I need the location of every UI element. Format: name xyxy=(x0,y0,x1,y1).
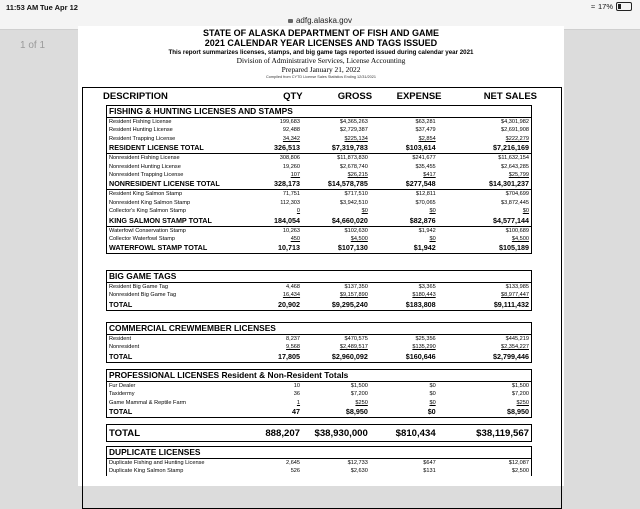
row-net-sales: $4,301,982 xyxy=(501,119,529,125)
clock: 11:53 AM xyxy=(6,3,39,12)
row-qty xyxy=(243,399,302,407)
row-description: Collector Waterfowl Stamp xyxy=(109,236,176,243)
table-row xyxy=(107,118,531,126)
underlined-value: $0 xyxy=(429,236,436,243)
section-crewmember xyxy=(106,322,532,363)
row-gross: $137,350 xyxy=(344,284,368,290)
row-qty xyxy=(243,171,302,179)
section-title: BIG GAME TAGS xyxy=(107,271,531,283)
row-net-sales: $9,111,432 xyxy=(493,299,529,309)
row-qty: 10 xyxy=(293,383,301,389)
row-qty xyxy=(243,343,302,351)
row-net-sales: $8,950 xyxy=(507,407,529,417)
row-qty: 4,468 xyxy=(286,284,301,290)
table-row xyxy=(107,190,531,199)
section-duplicate xyxy=(106,446,532,476)
row-gross xyxy=(302,399,370,407)
row-qty xyxy=(243,291,302,299)
row-gross: $2,678,740 xyxy=(339,163,368,170)
row-qty: 71,751 xyxy=(243,190,302,199)
report-header xyxy=(78,28,564,79)
row-gross xyxy=(302,171,370,179)
row-description: Resident xyxy=(109,336,132,342)
row-description: TOTAL xyxy=(109,407,133,417)
row-expense: $37,479 xyxy=(415,127,436,134)
grand-total-label: TOTAL xyxy=(109,427,141,439)
row-expense: $63,281 xyxy=(415,119,436,125)
row-gross: $9,295,240 xyxy=(331,299,368,309)
table-row xyxy=(107,283,531,291)
row-description: Waterfowl Conservation Stamp xyxy=(107,226,243,235)
col-net-sales: NET SALES xyxy=(483,90,537,102)
row-qty: 47 xyxy=(292,407,301,417)
underlined-value: $8,977,447 xyxy=(501,292,529,299)
section-title: PROFESSIONAL LICENSES Resident & Non-Resident Totals xyxy=(107,370,531,382)
url-text: adfg.alaska.gov xyxy=(295,16,353,25)
underlined-value: $26,215 xyxy=(347,172,368,179)
row-expense xyxy=(370,171,438,179)
section-big-game xyxy=(106,270,532,311)
row-gross: $1,500 xyxy=(350,383,368,389)
report-title-year: 2021 CALENDAR YEAR LICENSES AND TAGS ISSUED xyxy=(204,38,438,48)
section-table xyxy=(107,335,531,362)
underlined-value: $0 xyxy=(429,399,436,406)
row-net-sales xyxy=(438,399,531,407)
row-gross: $717,510 xyxy=(302,190,370,199)
row-expense: $241,677 xyxy=(370,154,438,163)
battery-icon xyxy=(616,2,632,11)
status-icons xyxy=(591,2,632,11)
underlined-value: $135,290 xyxy=(412,344,436,351)
table-row xyxy=(107,163,531,171)
row-description: KING SALMON STAMP TOTAL xyxy=(109,215,212,225)
row-net-sales: $2,643,285 xyxy=(501,163,529,170)
row-net-sales: $105,189 xyxy=(499,243,529,253)
section-table xyxy=(107,118,531,253)
row-expense: $1,942 xyxy=(413,243,436,253)
underlined-value: 450 xyxy=(290,236,301,243)
battery-percent: 17% xyxy=(597,2,613,11)
row-qty: 2,645 xyxy=(286,460,301,466)
table-row xyxy=(107,199,531,207)
table-row xyxy=(107,126,531,134)
row-gross: $14,578,785 xyxy=(327,179,368,189)
row-net-sales: $133,985 xyxy=(505,284,529,290)
row-description: Nonresident Hunting License xyxy=(109,163,181,170)
table-row xyxy=(107,154,531,163)
col-qty: QTY xyxy=(283,90,303,102)
row-expense xyxy=(370,343,438,351)
row-description: Duplicate King Salmon Stamp xyxy=(109,468,184,475)
status-bar xyxy=(0,0,640,14)
table-row xyxy=(107,399,531,407)
division-line: Division of Administrative Services, License Accounting xyxy=(236,56,406,65)
row-gross xyxy=(302,343,370,351)
row-expense: $12,811 xyxy=(370,190,438,199)
row-gross xyxy=(302,135,370,143)
row-gross xyxy=(302,235,370,243)
row-net-sales: $14,301,237 xyxy=(489,179,529,189)
section-professional xyxy=(106,369,532,418)
row-gross: $4,365,263 xyxy=(339,119,368,125)
total-row xyxy=(107,352,531,362)
row-expense: $160,646 xyxy=(405,351,436,361)
row-net-sales: $11,632,154 xyxy=(438,154,531,163)
row-gross: $2,630 xyxy=(350,468,368,475)
row-expense: $131 xyxy=(423,468,436,475)
total-row xyxy=(107,216,531,227)
row-expense: $82,876 xyxy=(409,215,436,225)
section-table xyxy=(107,382,531,417)
underlined-value: $2,489,517 xyxy=(339,344,368,351)
row-description: Fur Dealer xyxy=(109,383,136,389)
row-qty xyxy=(243,235,302,243)
row-description: Taxidermy xyxy=(109,391,135,398)
row-gross xyxy=(302,291,370,299)
grand-total-qty: 888,207 xyxy=(265,427,301,439)
row-net-sales: $4,577,144 xyxy=(493,215,529,225)
table-row xyxy=(107,171,531,179)
row-expense: $0 xyxy=(429,383,436,389)
row-description: Nonresident Trapping License xyxy=(109,172,184,179)
row-description: RESIDENT LICENSE TOTAL xyxy=(109,143,204,153)
underlined-value: $222,279 xyxy=(505,135,529,142)
row-gross: $7,319,783 xyxy=(331,143,368,153)
row-gross: $102,630 xyxy=(302,226,370,235)
table-row xyxy=(107,343,531,351)
row-net-sales: $12,087 xyxy=(508,460,529,466)
table-row xyxy=(107,226,531,235)
section-fishing-hunting xyxy=(106,105,532,254)
row-expense: $70,065 xyxy=(415,199,436,206)
row-description: Nonresident xyxy=(109,344,140,351)
row-gross: $7,200 xyxy=(350,391,368,398)
total-row xyxy=(107,407,531,417)
row-expense xyxy=(370,207,438,215)
grand-total-row xyxy=(107,425,531,441)
row-expense: $0 xyxy=(429,391,436,398)
table-row xyxy=(107,291,531,299)
row-gross: $2,729,387 xyxy=(339,127,368,134)
row-expense: $25,356 xyxy=(415,336,436,342)
underlined-value: 107 xyxy=(290,172,301,179)
row-expense: $647 xyxy=(423,460,436,466)
row-expense: $183,808 xyxy=(405,299,436,309)
col-description: DESCRIPTION xyxy=(103,90,168,102)
row-gross: $470,575 xyxy=(344,336,368,342)
row-net-sales: $445,219 xyxy=(505,336,529,342)
row-gross: $107,130 xyxy=(337,243,368,253)
row-description: Resident Big Game Tag xyxy=(109,284,168,290)
row-expense xyxy=(370,135,438,143)
row-qty: 112,303 xyxy=(280,199,301,206)
underlined-value: 9,568 xyxy=(286,344,301,351)
row-qty: 8,237 xyxy=(286,336,301,342)
col-gross: GROSS xyxy=(337,90,373,102)
grand-total-gross: $38,930,000 xyxy=(314,427,368,439)
underlined-value: 34,342 xyxy=(282,135,301,142)
grand-total-net: $38,119,567 xyxy=(476,427,529,439)
lock-icon xyxy=(288,19,293,23)
table-row xyxy=(107,235,531,243)
row-description: Duplicate Fishing and Hunting License xyxy=(109,460,205,466)
section-title: DUPLICATE LICENSES xyxy=(107,447,531,459)
row-description: Resident King Salmon Stamp xyxy=(107,190,243,199)
row-description: TOTAL xyxy=(109,299,133,309)
grand-total-box xyxy=(106,424,532,442)
row-description: TOTAL xyxy=(109,351,133,361)
row-net-sales: $704,699 xyxy=(438,190,531,199)
section-table xyxy=(107,283,531,310)
underlined-value: 16,434 xyxy=(282,292,301,299)
row-qty: 199,683 xyxy=(279,119,301,125)
row-net-sales: $2,799,446 xyxy=(493,351,529,361)
row-description: Resident Hunting License xyxy=(109,127,173,134)
section-table xyxy=(107,459,531,476)
row-description: Resident Trapping License xyxy=(109,135,176,142)
underlined-value: $250 xyxy=(355,399,368,406)
underlined-value: $4,500 xyxy=(511,236,529,243)
underlined-value: $9,157,890 xyxy=(339,292,368,299)
table-row xyxy=(107,335,531,343)
underlined-value: $4,500 xyxy=(350,236,368,243)
total-row xyxy=(107,243,531,253)
row-expense: $35,455 xyxy=(415,163,436,170)
report-subtitle: This report summarizes licenses, stamps, and big game tags reported issued during calendar year 2021 xyxy=(168,49,474,56)
compiled-line: Compiled from CYTD License Sales Statistics Ending 12/31/2021 xyxy=(266,75,376,79)
row-gross: $2,960,092 xyxy=(331,351,368,361)
table-row xyxy=(107,135,531,143)
row-net-sales xyxy=(438,135,531,143)
underlined-value: $225,134 xyxy=(344,135,368,142)
row-expense xyxy=(370,399,438,407)
total-row xyxy=(107,179,531,190)
row-expense: $277,548 xyxy=(405,179,436,189)
total-row xyxy=(107,143,531,154)
row-net-sales: $1,500 xyxy=(511,383,529,389)
row-qty: 36 xyxy=(293,391,301,398)
report-title-agency: STATE OF ALASKA DEPARTMENT OF FISH AND GAME xyxy=(203,28,439,38)
table-row xyxy=(107,382,531,390)
table-row xyxy=(107,207,531,215)
row-qty: 326,513 xyxy=(274,143,301,153)
row-qty: 20,902 xyxy=(278,299,301,309)
pdf-page xyxy=(78,26,564,486)
row-description: NONRESIDENT LICENSE TOTAL xyxy=(109,179,220,189)
row-gross: $8,950 xyxy=(345,407,368,417)
row-gross xyxy=(302,207,370,215)
row-qty xyxy=(243,207,302,215)
row-qty: 10,713 xyxy=(278,243,301,253)
row-expense xyxy=(370,235,438,243)
row-qty: 526 xyxy=(290,468,301,475)
row-description: Collector's King Salmon Stamp xyxy=(109,208,186,215)
section-title: FISHING & HUNTING LICENSES AND STAMPS xyxy=(107,106,531,118)
row-net-sales xyxy=(438,207,531,215)
row-qty xyxy=(243,135,302,143)
row-qty: 19,260 xyxy=(282,163,301,170)
row-description: Resident Fishing License xyxy=(109,119,172,125)
underlined-value: $250 xyxy=(516,399,529,406)
row-qty: 92,488 xyxy=(282,127,301,134)
underlined-value: 1 xyxy=(296,399,301,406)
table-row xyxy=(107,459,531,467)
grand-total-expense: $810,434 xyxy=(395,427,436,439)
row-expense: $103,614 xyxy=(405,143,436,153)
prepared-line: Prepared January 21, 2022 xyxy=(281,65,361,74)
row-qty: 308,806 xyxy=(243,154,302,163)
row-net-sales: $3,872,445 xyxy=(501,199,529,206)
underlined-value: $0 xyxy=(429,208,436,215)
col-expense: EXPENSE xyxy=(396,90,442,102)
column-headers xyxy=(103,89,537,103)
row-net-sales: $2,691,908 xyxy=(501,127,529,134)
row-net-sales: $7,216,169 xyxy=(493,143,529,153)
row-gross: $3,942,510 xyxy=(339,199,368,206)
table-row xyxy=(107,467,531,475)
row-net-sales xyxy=(438,235,531,243)
row-qty: 328,173 xyxy=(274,179,301,189)
underlined-value: $25,799 xyxy=(508,172,529,179)
row-gross: $4,660,020 xyxy=(331,215,368,225)
underlined-value: $0 xyxy=(361,208,368,215)
underlined-value: $417 xyxy=(423,172,436,179)
row-description: Nonresident Big Game Tag xyxy=(109,292,177,299)
underlined-value: $2,354,227 xyxy=(501,344,529,351)
row-description: Nonresident King Salmon Stamp xyxy=(109,199,191,206)
row-net-sales: $7,200 xyxy=(511,391,529,398)
underlined-value: $180,443 xyxy=(412,292,436,299)
row-gross: $12,733 xyxy=(347,460,368,466)
page-indicator: 1 of 1 xyxy=(20,40,46,51)
row-gross: $11,873,830 xyxy=(302,154,370,163)
row-net-sales: $2,500 xyxy=(511,468,529,475)
row-net-sales: $100,689 xyxy=(438,226,531,235)
date: Tue Apr 12 xyxy=(40,3,78,12)
row-qty: 10,263 xyxy=(243,226,302,235)
row-net-sales xyxy=(438,343,531,351)
row-net-sales xyxy=(438,171,531,179)
wifi-icon: ≈ xyxy=(590,2,595,11)
row-expense xyxy=(370,291,438,299)
row-net-sales xyxy=(438,291,531,299)
row-qty: 184,054 xyxy=(274,215,301,225)
underlined-value: 0 xyxy=(296,208,301,215)
total-row xyxy=(107,300,531,310)
table-row xyxy=(107,390,531,398)
row-description: WATERFOWL STAMP TOTAL xyxy=(109,243,208,253)
row-expense: $3,365 xyxy=(418,284,436,290)
row-description: Game Mammal & Reptile Farm xyxy=(109,399,187,406)
row-qty: 17,805 xyxy=(278,351,301,361)
row-expense: $1,942 xyxy=(370,226,438,235)
row-expense: $0 xyxy=(427,407,436,417)
section-title: COMMERCIAL CREWMEMBER LICENSES xyxy=(107,323,531,335)
row-description: Nonresident Fishing License xyxy=(107,154,243,163)
underlined-value: $0 xyxy=(522,208,529,215)
underlined-value: $2,854 xyxy=(418,135,436,142)
